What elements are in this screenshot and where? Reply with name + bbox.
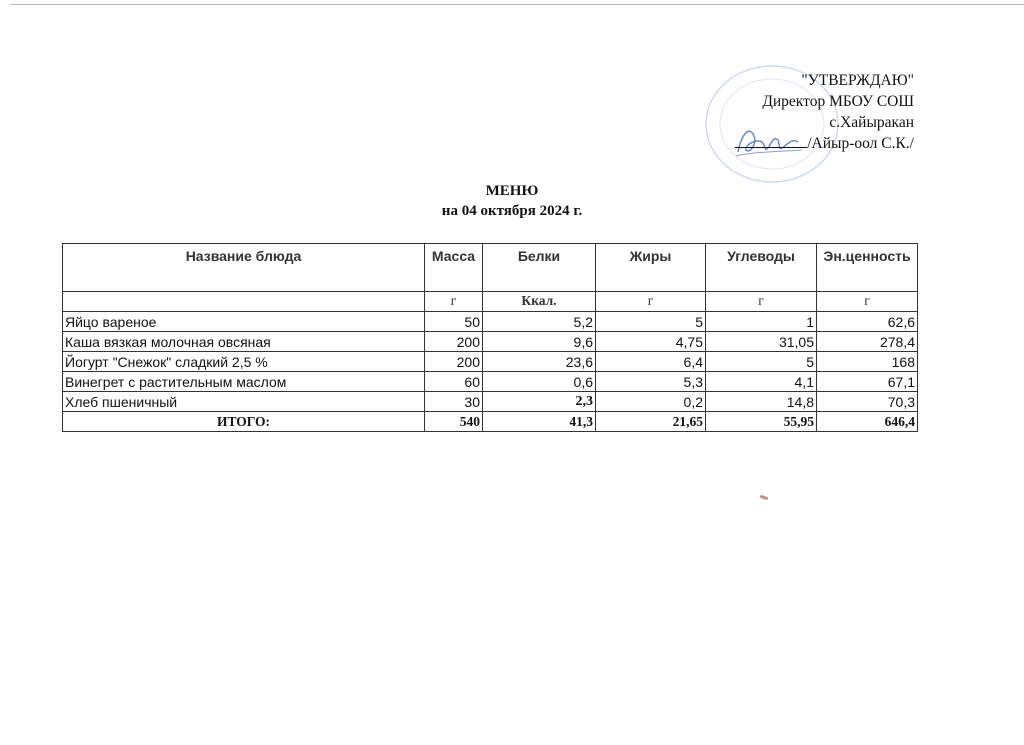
cell-energy: 67,1 bbox=[817, 372, 918, 392]
unit-dish-name bbox=[63, 292, 425, 312]
unit-energy: г bbox=[817, 292, 918, 312]
cell-mass: 50 bbox=[425, 312, 483, 332]
signature-underline bbox=[735, 133, 807, 148]
total-label: ИТОГО: bbox=[63, 412, 425, 432]
total-protein: 41,3 bbox=[483, 412, 596, 432]
unit-protein: Ккал. bbox=[483, 292, 596, 312]
cell-protein: 9,6 bbox=[483, 332, 596, 352]
total-carbs: 55,95 bbox=[706, 412, 817, 432]
cell-mass: 60 bbox=[425, 372, 483, 392]
cell-dish-name: Каша вязкая молочная овсяная bbox=[63, 332, 425, 352]
cell-protein: 2,3 bbox=[483, 392, 596, 412]
cell-fat: 5 bbox=[596, 312, 706, 332]
menu-table bbox=[62, 243, 918, 432]
approval-signer-name: /Айыр-оол С.К./ bbox=[807, 135, 914, 152]
cell-protein: 0,6 bbox=[483, 372, 596, 392]
scan-mark bbox=[760, 495, 769, 501]
cell-protein: 5,2 bbox=[483, 312, 596, 332]
cell-energy: 62,6 bbox=[817, 312, 918, 332]
cell-fat: 6,4 bbox=[596, 352, 706, 372]
cell-carbs: 31,05 bbox=[706, 332, 817, 352]
header-dish-name: Название блюда bbox=[63, 244, 425, 292]
page-title bbox=[0, 181, 1024, 221]
cell-carbs: 4,1 bbox=[706, 372, 817, 392]
table-units-row bbox=[63, 292, 918, 312]
total-fat: 21,65 bbox=[596, 412, 706, 432]
header-protein: Белки bbox=[483, 244, 596, 292]
table-total-row bbox=[63, 412, 918, 432]
cell-carbs: 1 bbox=[706, 312, 817, 332]
cell-carbs: 5 bbox=[706, 352, 817, 372]
cell-dish-name: Винегрет с растительным маслом bbox=[63, 372, 425, 392]
table-row bbox=[63, 352, 918, 372]
cell-dish-name: Йогурт "Снежок" сладкий 2,5 % bbox=[63, 352, 425, 372]
table-row bbox=[63, 332, 918, 352]
cell-carbs: 14,8 bbox=[706, 392, 817, 412]
cell-dish-name: Яйцо вареное bbox=[63, 312, 425, 332]
table-header-row bbox=[63, 244, 918, 292]
approval-heading: "УТВЕРЖДАЮ" bbox=[801, 72, 914, 89]
title-menu: МЕНЮ bbox=[485, 183, 539, 199]
cell-energy: 168 bbox=[817, 352, 918, 372]
header-carbs: Углеводы bbox=[706, 244, 817, 292]
table-row bbox=[63, 372, 918, 392]
cell-mass: 200 bbox=[425, 352, 483, 372]
cell-protein: 23,6 bbox=[483, 352, 596, 372]
total-mass: 540 bbox=[425, 412, 483, 432]
table-row bbox=[63, 392, 918, 412]
header-mass: Масса bbox=[425, 244, 483, 292]
header-fat: Жиры bbox=[596, 244, 706, 292]
unit-mass: г bbox=[425, 292, 483, 312]
approval-block bbox=[654, 70, 914, 154]
unit-fat: г bbox=[596, 292, 706, 312]
unit-carbs: г bbox=[706, 292, 817, 312]
cell-mass: 30 bbox=[425, 392, 483, 412]
cell-energy: 70,3 bbox=[817, 392, 918, 412]
approval-locality: с.Хайыракан bbox=[829, 114, 914, 131]
table-row bbox=[63, 312, 918, 332]
approval-position: Директор МБОУ СОШ bbox=[762, 93, 914, 110]
cell-energy: 278,4 bbox=[817, 332, 918, 352]
total-energy: 646,4 bbox=[817, 412, 918, 432]
cell-fat: 5,3 bbox=[596, 372, 706, 392]
cell-fat: 0,2 bbox=[596, 392, 706, 412]
title-date: на 04 октября 2024 г. bbox=[441, 203, 583, 219]
header-energy: Эн.ценность bbox=[817, 244, 918, 292]
cell-dish-name: Хлеб пшеничный bbox=[63, 392, 425, 412]
approval-signature-line bbox=[654, 133, 914, 154]
scan-edge-line bbox=[10, 4, 1024, 5]
cell-mass: 200 bbox=[425, 332, 483, 352]
cell-fat: 4,75 bbox=[596, 332, 706, 352]
